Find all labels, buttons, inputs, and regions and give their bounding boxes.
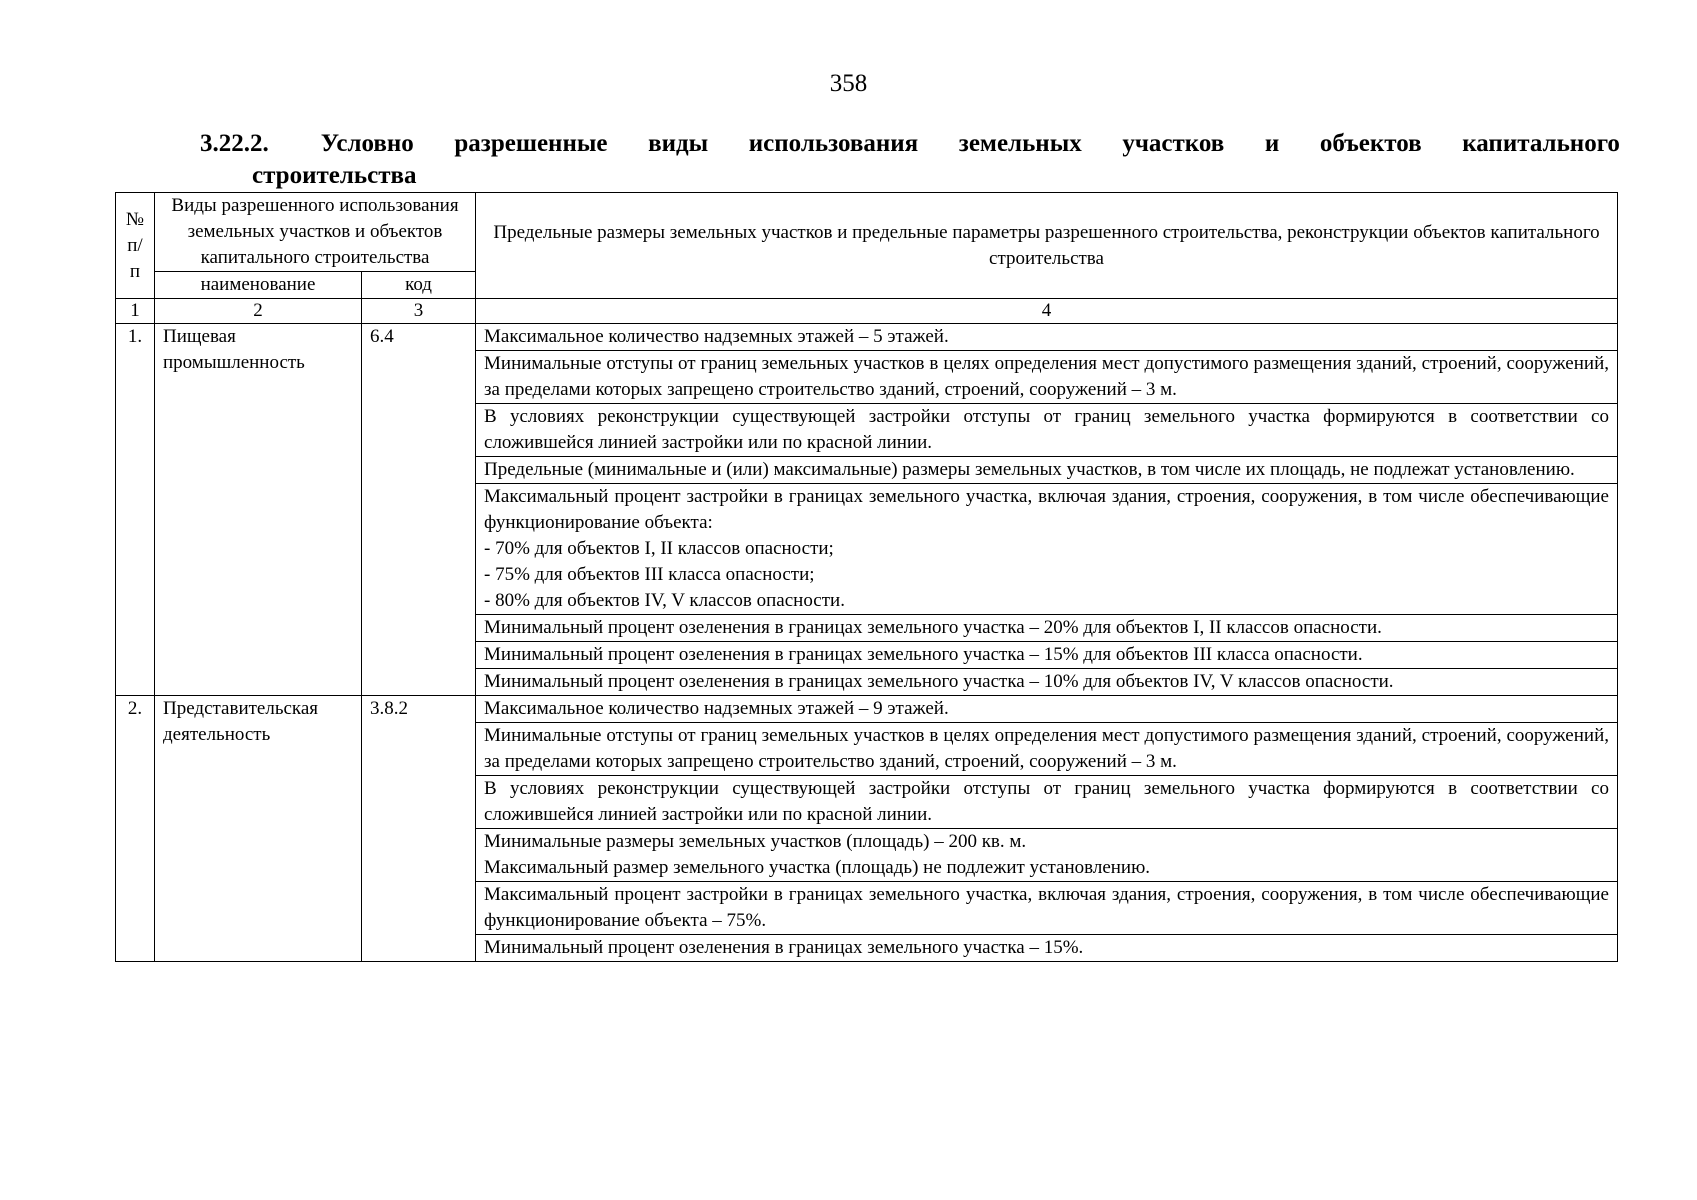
header-name: наименование <box>155 272 362 299</box>
requirement-cell <box>476 404 1618 457</box>
column-number-row <box>116 299 1618 324</box>
requirement-text: - 70% для объектов I, II классов опасности; <box>484 538 834 559</box>
section-title-word: земельных <box>958 130 1082 157</box>
section-title-word: и <box>1264 130 1280 157</box>
requirement-cell <box>476 669 1618 696</box>
section-title-word: использования <box>748 130 919 157</box>
header-code: код <box>362 272 476 299</box>
requirement-cell <box>476 935 1618 962</box>
requirement-cell <box>476 882 1618 935</box>
requirement-cell <box>476 484 1618 615</box>
section-title-word: разрешенные <box>454 130 608 157</box>
section-title-word: Условно <box>320 130 414 157</box>
column-number: 4 <box>476 299 1618 324</box>
requirement-cell <box>476 457 1618 484</box>
requirement-cell <box>476 776 1618 829</box>
header-uses: Виды разрешенного использования земельных участков и объектов капитального строительства <box>155 193 476 272</box>
use-code: 3.8.2 <box>362 696 476 962</box>
section-heading-line1 <box>200 128 1620 160</box>
requirement-cell <box>476 615 1618 642</box>
header-row <box>116 193 1618 272</box>
use-name: Представительская деятельность <box>155 696 362 962</box>
requirement-cell <box>476 642 1618 669</box>
page-number: 358 <box>829 70 868 97</box>
requirement-text: Минимальный процент озеленения в границах земельного участка – 15% для объектов III класса опасности. <box>484 644 1363 665</box>
section-title-word: объектов <box>1319 130 1422 157</box>
section-title-continuation: строительства <box>252 162 417 189</box>
requirement-cell <box>476 829 1618 882</box>
requirement-text: Максимальное количество надземных этажей – 9 этажей. <box>484 698 949 719</box>
requirement-text: Предельные (минимальные и (или) максимальные) размеры земельных участков, в том числе их площадь, не подлежат установлению. <box>484 459 1575 480</box>
row-number: 2. <box>116 696 155 962</box>
requirement-text: В условиях реконструкции существующей застройки отступы от границ земельного участка формируются в соответствии со сложившейся линией застройки или по красной линии. <box>484 406 1609 453</box>
use-name: Пищевая промышленность <box>155 324 362 696</box>
requirement-text: В условиях реконструкции существующей застройки отступы от границ земельного участка формируются в соответствии со сложившейся линией застройки или по красной линии. <box>484 778 1609 825</box>
requirement-cell <box>476 324 1618 351</box>
requirement-text: Максимальное количество надземных этажей – 5 этажей. <box>484 326 949 347</box>
requirement-text: - 75% для объектов III класса опасности; <box>484 564 815 585</box>
table-body <box>116 299 1618 962</box>
requirement-text: Минимальный процент озеленения в границах земельного участка – 20% для объектов I, II классов опасности. <box>484 617 1382 638</box>
table-row <box>116 324 1618 351</box>
header-num: № п/п <box>116 193 155 299</box>
requirement-text: Максимальный процент застройки в границах земельного участка, включая здания, строения, сооружения, в том числе обеспечивающие функционирование объекта: <box>484 486 1609 533</box>
section-title-part <box>200 128 414 160</box>
section-title-word: участков <box>1122 130 1225 157</box>
requirement-text: Максимальный размер земельного участка (площадь) не подлежит установлению. <box>484 857 1151 878</box>
section-heading <box>200 128 1620 192</box>
column-number: 2 <box>155 299 362 324</box>
column-number: 3 <box>362 299 476 324</box>
use-code: 6.4 <box>362 324 476 696</box>
requirement-cell <box>476 696 1618 723</box>
requirement-text: - 80% для объектов IV, V классов опасности. <box>484 590 845 611</box>
section-title-word: виды <box>648 130 709 157</box>
row-number: 1. <box>116 324 155 696</box>
requirement-text: Минимальные размеры земельных участков (площадь) – 200 кв. м. <box>484 831 1027 852</box>
requirement-text: Минимальные отступы от границ земельных участков в целях определения мест допустимого размещения зданий, строений, сооружений, за пределами которых запрещено строительство зданий, строений, сооружений – 3 м. <box>484 353 1609 400</box>
requirement-text: Минимальные отступы от границ земельных участков в целях определения мест допустимого размещения зданий, строений, сооружений, за пределами которых запрещено строительство зданий, строений, сооружений – 3 м. <box>484 725 1609 772</box>
requirement-text: Минимальный процент озеленения в границах земельного участка – 10% для объектов IV, V классов опасности. <box>484 671 1394 692</box>
requirement-cell <box>476 723 1618 776</box>
header-params: Предельные размеры земельных участков и предельные параметры разрешенного строительства, реконструкции объектов капитального строительства <box>476 193 1618 299</box>
section-title-word: капитального <box>1462 130 1620 157</box>
table-row <box>116 696 1618 723</box>
regulations-table <box>115 192 1618 962</box>
section-number: 3.22.2. <box>200 130 269 157</box>
requirement-text: Максимальный процент застройки в границах земельного участка, включая здания, строения, сооружения, в том числе обеспечивающие функционирование объекта – 75%. <box>484 884 1609 931</box>
requirement-cell <box>476 351 1618 404</box>
column-number: 1 <box>116 299 155 324</box>
requirement-text: Минимальный процент озеленения в границах земельного участка – 15%. <box>484 937 1084 958</box>
